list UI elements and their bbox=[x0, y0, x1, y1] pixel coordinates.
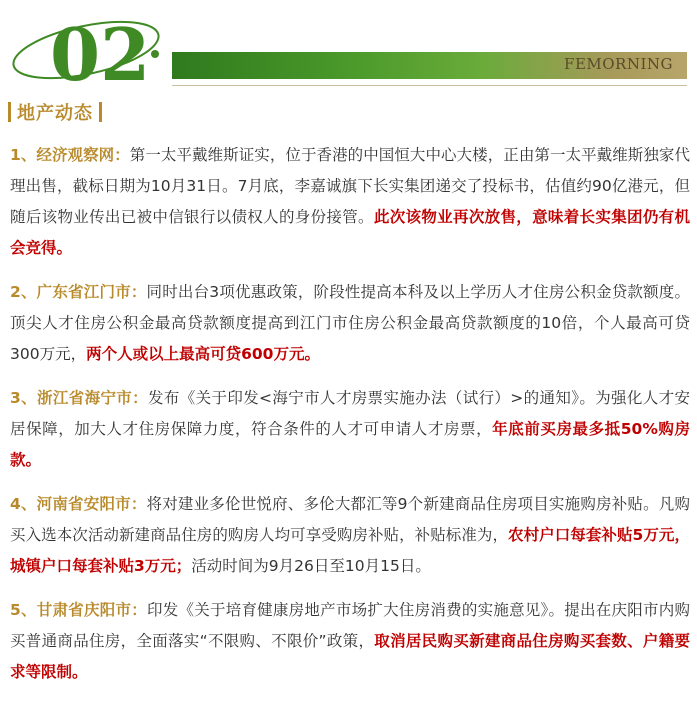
title-bar-left bbox=[8, 102, 11, 122]
section-title-text: 地产动态 bbox=[17, 103, 93, 124]
section-title bbox=[8, 97, 102, 127]
news-highlight: 取消居民购买新建商品住房购买套数、户籍要求等限制。 bbox=[10, 632, 690, 681]
header bbox=[0, 0, 697, 95]
news-body: 同时出台3项优惠政策，阶段性提高本科及以上学历人才住房公积金贷款额度。顶尖人才住房公积金最高贷款额度提高到江门市住房公积金最高贷款额度的10倍，个人最高可贷300万元， bbox=[10, 283, 690, 363]
logo-dot bbox=[151, 50, 159, 58]
news-highlight: 两个人或以上最高可贷600万元。 bbox=[86, 345, 320, 363]
section-number: 02 bbox=[50, 12, 151, 90]
news-item bbox=[10, 489, 690, 582]
news-item bbox=[10, 140, 690, 264]
news-source: 5、甘肃省庆阳市： bbox=[10, 601, 147, 619]
news-list bbox=[10, 140, 690, 701]
news-body: 将对建业多伦世悦府、多伦大都汇等9个新建商品住房项目实施购房补贴。凡购买入选本次活动新建商品住房的购房人均可享受购房补贴，补贴标准为， bbox=[10, 495, 690, 544]
news-body: 印发《关于培育健康房地产市场扩大住房消费的实施意见》。提出在庆阳市内购买普通商品住房，全面落实“不限购、不限价”政策， bbox=[10, 601, 690, 650]
news-source: 4、河南省安阳市： bbox=[10, 495, 147, 513]
brand-name: FEMORNING bbox=[564, 55, 673, 73]
title-bar-right bbox=[99, 102, 102, 122]
news-item bbox=[10, 277, 690, 370]
header-banner bbox=[172, 52, 687, 79]
news-tail: 活动时间为9月26日至10月15日。 bbox=[191, 557, 431, 575]
header-rule bbox=[172, 85, 687, 86]
news-highlight: 年底前买房最多抵50%购房款。 bbox=[10, 420, 690, 469]
news-source: 1、经济观察网： bbox=[10, 146, 130, 164]
news-source: 2、广东省江门市： bbox=[10, 283, 147, 301]
news-body: 第一太平戴维斯证实，位于香港的中国恒大中心大楼，正由第一太平戴维斯独家代理出售，截标日期为10月31日。7月底，李嘉诚旗下长实集团递交了投标书，估值约90亿港元，但随后该物业传出已被中信银行以债权人的身份接管。 bbox=[10, 146, 690, 226]
news-highlight: 此次该物业再次放售，意味着长实集团仍有机会竞得。 bbox=[10, 208, 690, 257]
news-source: 3、浙江省海宁市： bbox=[10, 389, 149, 407]
news-body: 发布《关于印发<海宁市人才房票实施办法（试行）>的通知》。为强化人才安居保障，加大人才住房保障力度，符合条件的人才可申请人才房票， bbox=[10, 389, 690, 438]
news-highlight: 农村户口每套补贴5万元，城镇户口每套补贴3万元； bbox=[10, 526, 690, 575]
news-item bbox=[10, 595, 690, 688]
section-number-logo bbox=[8, 8, 168, 90]
news-item bbox=[10, 383, 690, 476]
